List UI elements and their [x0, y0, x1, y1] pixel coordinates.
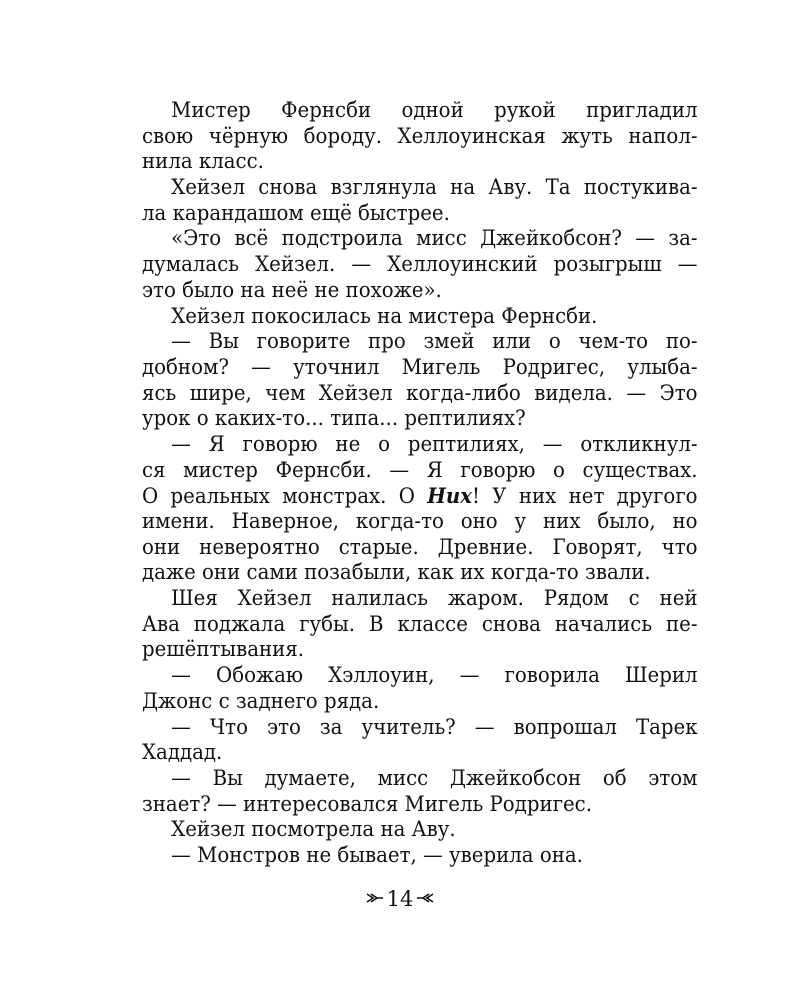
- text-line: — Я говорю не о рептилиях, — откликнул-: [171, 431, 698, 456]
- text-line: — Вы думаете, мисс Джейкобсон об этом: [171, 765, 698, 790]
- text-line: — Обожаю Хэллоуин, — говорила Шерил: [171, 663, 698, 688]
- text-line: даже они сами позабыли, как их когда-то звали.: [142, 560, 651, 585]
- text-line: Шея Хейзел налилась жаром. Рядом с ней: [171, 586, 698, 611]
- text-line: ясь шире, чем Хейзел когда-либо видела. — Это: [142, 380, 698, 405]
- text-line: урок о каких-то... типа... рептилиях?: [142, 406, 526, 431]
- text-line: думалась Хейзел. — Хеллоуинский розыгрыш —: [142, 252, 698, 277]
- text-line: они невероятно старые. Древние. Говорят, что: [142, 534, 698, 559]
- arrow-ornament-right-icon: [366, 887, 384, 913]
- text-line: ла карандашом ещё быстрее.: [142, 200, 450, 225]
- text-line: Джонс с заднего ряда.: [142, 688, 380, 713]
- text-line: ся мистер Фернсби. — Я говорю о существах.: [142, 457, 698, 482]
- text-line: решёптывания.: [142, 637, 305, 662]
- text-line: Хаддад.: [142, 740, 223, 765]
- text-segment: О реальных монстрах. О: [142, 484, 428, 509]
- page-number: 14: [386, 887, 414, 911]
- text-line: нила класс.: [142, 149, 264, 174]
- emphasized-word: Них: [427, 483, 472, 509]
- text-line: это было на неё не похоже».: [142, 277, 442, 302]
- arrow-ornament-left-icon: [416, 887, 434, 913]
- text-line: Мистер Фернсби одной рукой пригладил: [171, 98, 698, 122]
- text-line-with-emphasis: [142, 483, 698, 509]
- body-text: [142, 98, 698, 869]
- text-segment: ! У них нет другого: [471, 484, 698, 509]
- text-line: Хейзел снова взглянула на Аву. Та постукива-: [171, 175, 698, 200]
- text-line: — Вы говорите про змей или о чем-то по-: [171, 329, 698, 354]
- page-footer: [0, 886, 800, 913]
- text-line: добном? — уточнил Мигель Родригес, улыба-: [142, 354, 698, 379]
- text-line: — Монстров не бывает, — уверила она.: [171, 842, 583, 867]
- text-line: — Что это за учитель? — вопрошал Тарек: [171, 714, 698, 739]
- text-line: свою чёрную бороду. Хеллоуинская жуть напол-: [142, 123, 698, 148]
- text-line: Хейзел покосилась на мистера Фернсби.: [171, 303, 598, 328]
- text-line: знает? — интересовался Мигель Родригес.: [142, 791, 592, 816]
- text-line: «Это всё подстроила мисс Джейкобсон? — за-: [171, 226, 698, 251]
- text-line: имени. Наверное, когда-то оно у них было, но: [142, 509, 698, 533]
- text-line: Ава поджала губы. В классе снова начались пе-: [142, 611, 698, 636]
- text-line: Хейзел посмотрела на Аву.: [171, 817, 456, 842]
